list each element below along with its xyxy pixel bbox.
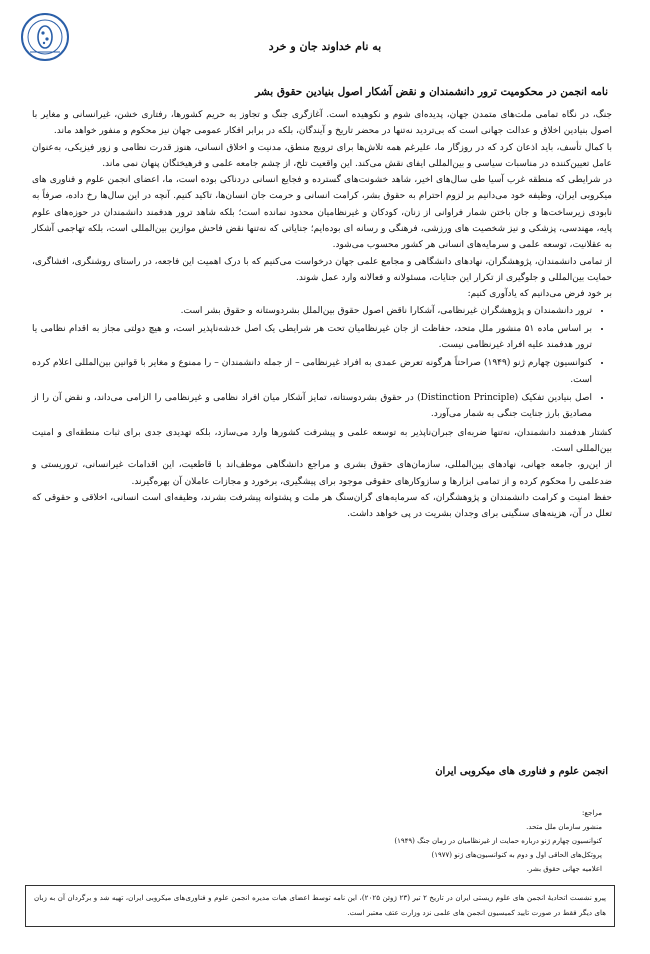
reference-item: منشور سازمان ملل متحد. (526, 823, 602, 831)
list-item: • اصل بنیادین تفکیک (Distinction Principle) در حقوق بشردوستانه، تمایز آشکار میان افراد نظامی و غیرنظامی را الزامی می‌داند، و نقض آن را از مصادیق بارز جنایت جنگی به شمار می‌آورد. (32, 390, 592, 423)
paragraph: از این‌رو، جامعه جهانی، نهادهای بین‌المللی، سازمان‌های حقوق بشری و مراجع دانشگاهی موظف‌اند با قاطعیت، این اقدامات غیرانسانی، تروریستی و ضدعلمی را محکوم کرده و از تمامی ابزارها و سازوکارهای حقوقی موجود برای پیشگیری، برخورد و مجازات عاملان آن بهره‌گیرند. (32, 460, 612, 487)
paragraph: بر خود فرض می‌دانیم که یادآوری کنیم: (467, 289, 612, 300)
reference-item: کنوانسیون چهارم ژنو درباره حمایت از غیرنظامیان در زمان جنگ (۱۹۴۹) (394, 837, 602, 845)
list-item: • ترور دانشمندان و پژوهشگران غیرنظامی، آشکارا ناقض اصول حقوق بین‌الملل بشردوستانه و حقوق بشر است. (32, 303, 592, 319)
signature: انجمن علوم و فناوری های میکروبی ایران (435, 766, 608, 777)
references-heading: مراجع: (582, 809, 602, 817)
paragraph: با کمال تأسف، باید اذعان کرد که در روزگار ما، علیرغم همه تلاش‌ها برای ترویج منطق، مدنیت و اخلاق انسانی، هنوز قدرت نظامی و زور فیزیکی، به‌عنوان عامل تعیین‌کننده در مناسبات سیاسی و بین‌المللی ایفای نقش می‌کند. این واقعیت تلخ، از چشم جامعه علمی و فرهیختگان پنهان نمی ماند. (32, 142, 612, 169)
paragraph: کشتار هدفمند دانشمندان، نه‌تنها ضربه‌ای جبران‌ناپذیر به توسعه علمی و پیشرفت کشورها وارد می‌سازد، بلکه تهدیدی جدی برای ثبات منطقه‌ای و امنیت بین‌المللی است. (32, 427, 612, 454)
list-item: • بر اساس ماده ۵۱ منشور ملل متحد، حفاظت از جان غیرنظامیان تحت هر شرایطی یک اصل خدشه‌ناپذیر است، و هیچ دولتی مجاز به اقدام نظامی یا ترور هدفمند علیه افراد غیرنظامی نیست. (32, 321, 592, 354)
invocation-line: به نام خداوند جان و خرد (268, 40, 382, 53)
letter-title: نامه انجمن در محکومیت ترور دانشمندان و نقض آشکار اصول بنیادین حقوق بشر (255, 86, 608, 98)
paragraph: از تمامی دانشمندان، پژوهشگران، نهادهای دانشگاهی و مجامع علمی جهان درخواست می‌کنیم که با درک اهمیت این فاجعه، در راستای روشنگری، افشاگری، حمایت بین‌المللی و جلوگیری از تکرار این جنایات، مسئولانه و فعالانه وارد عمل شوند. (32, 256, 612, 283)
references (42, 806, 602, 876)
paragraph: در شرایطی که منطقه غرب آسیا طی سال‌های اخیر، شاهد خشونت‌های گسترده و فجایع انسانی دردناکی بوده است، ما، اعضای انجمن علوم و فناوری های میکروبی ایران، وظیفه خود می‌دانیم بر لزوم احترام به حقوق بشر، کرامت انسانی و حرمت جان انسان‌ها، تاکید کنیم. آنچه در این سال‌ها رخ داده، صرفاً به نابودی زیرساخت‌ها و جان باختن شمار فراوانی از زنان، کودکان و غیرنظامیان محدود نمانده است؛ بلکه شاهد ترور هدفمند دانشمندان در حوزه‌های علوم پایه، مهندسی، پزشکی و نیز شخصیت های ورزشی، فرهنگی و رسانه ای بوده‌ایم؛ جنایاتی که نه‌تنها نقض فاحش موازین بین‌المللی است، بلکه تهاجمی آشکار به عقلانیت، توسعه علمی و سرمایه‌های انسانی هر کشور محسوب می‌شود. (32, 175, 612, 251)
list-item: • کنوانسیون چهارم ژنو (۱۹۴۹) صراحتاً هرگونه تعرض عمدی به افراد غیرنظامی – از جمله دانشمندان – را ممنوع و مغایر با قوانین بین‌المللی اعلام کرده است. (32, 355, 592, 388)
paragraph: حفظ امنیت و کرامت دانشمندان و پژوهشگران، که سرمایه‌های گران‌سنگ هر ملت و پشتوانه پیشرفت بشرند، وظیفه‌ای است انسانی، اخلاقی و حقوقی که تعلل در آن، هزینه‌های سنگینی برای وجدان بشریت در پی خواهد داشت. (32, 492, 612, 520)
paragraph: جنگ، در نگاه تمامی ملت‌های متمدن جهان، پدیده‌ای شوم و نکوهیده است. آغازگری جنگ و تجاوز به حریم کشورها، رفتاری خشن، غیرانسانی و مغایر با اصول بنیادین اخلاق و عدالت جهانی است که بی‌تردید نه‌تنها در محضر تاریخ و آیندگان، بلکه در برابر افکار عمومی جهان نیز محکوم و منفور خواهد ماند. (32, 110, 612, 137)
footer-note: پیرو نشست اتحادیهٔ انجمن های علوم زیستی ایران در تاریخ ۲ تیر (۲۳ ژوئن ۲۰۲۵)، این نامه توسط اعضای هیات مدیره انجمن علوم و فناوری‌های میکروبی ایران، تهیه شد و برگردان آن به زبان های دیگر فقط در صورت تایید کمیسیون انجمن های علمی نزد وزارت عتف معتبر است. (25, 885, 615, 927)
reference-item: پروتکل‌های الحاقی اول و دوم به کنوانسیون‌های ژنو (۱۹۷۷) (431, 851, 602, 859)
reference-item: اعلامیه جهانی حقوق بشر. (526, 865, 602, 873)
society-emblem-icon (20, 12, 70, 62)
reminder-list (32, 303, 612, 423)
letter-body (32, 107, 612, 522)
